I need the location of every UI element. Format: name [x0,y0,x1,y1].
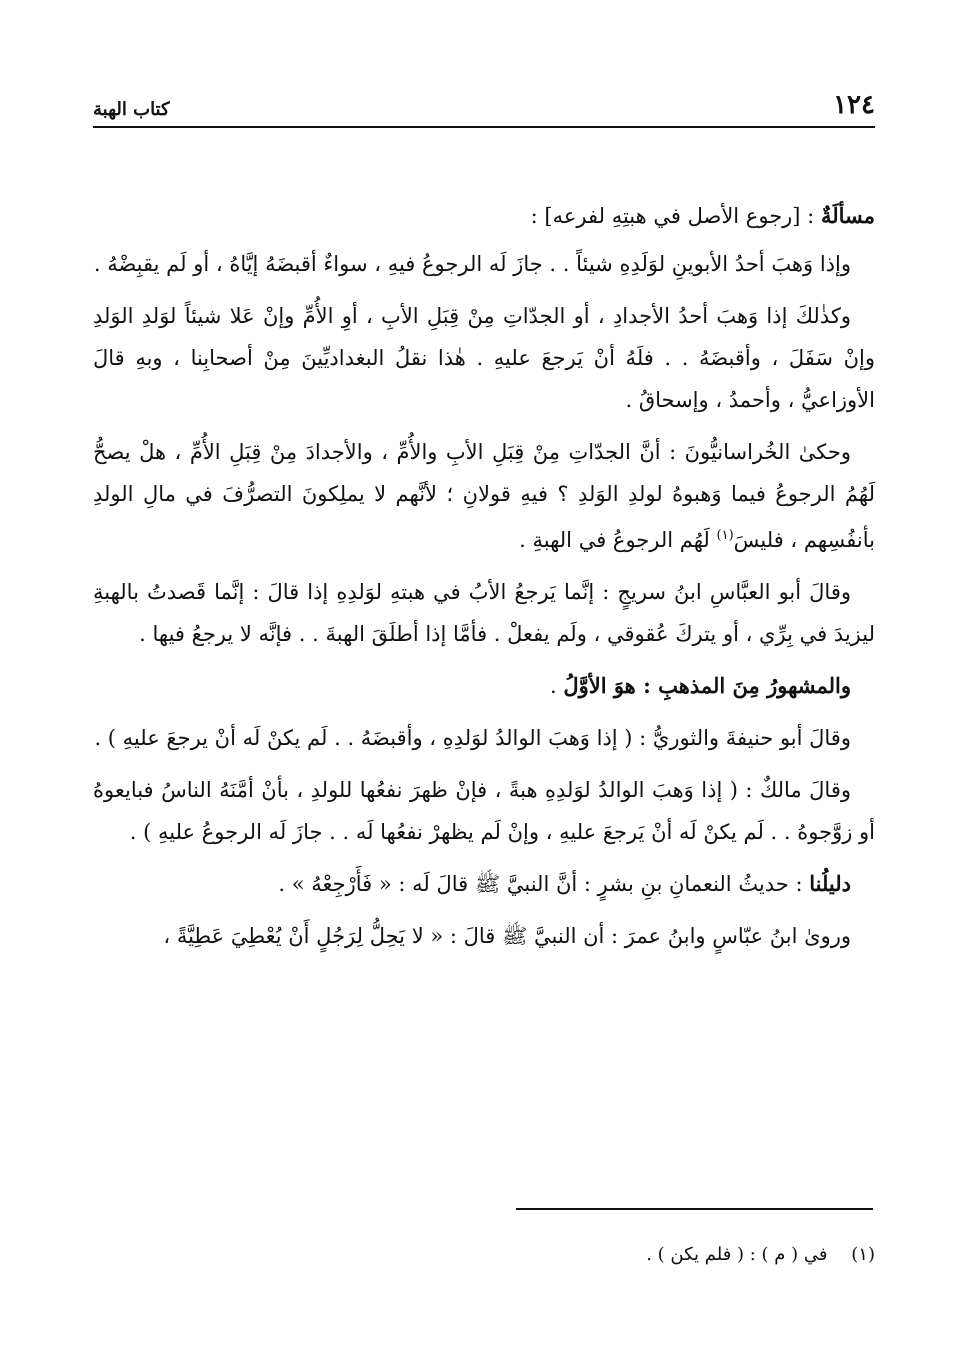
masala-heading [93,195,875,237]
paragraph-3-text-b: لَهُم الرجوعُ في الهبةِ . [519,528,710,552]
paragraph-8-bold: دليلُنا [809,871,851,896]
page-number: ١٢٤ [833,90,875,120]
footnote [93,1240,875,1270]
paragraph-7: وقالَ مالكٌ : ( إذا وَهبَ الوالدُ لوَلدِهِ هبةً ، فإنْ ظهرَ نفعُها للولدِ ، بأنْ أمَّنَهُ الناسُ فبايعوهُ أو زوَّجوهُ . . لَم يكنْ لَه أنْ يَرجعَ عليهِ ، وإنْ لَم يظهرْ نفعُها لَه . . جازَ لَه الرجوعُ عليهِ ) . [93,778,875,844]
paragraph-5-end: . [549,674,564,698]
paragraph-1: وإذا وَهبَ أحدُ الأبوينِ لوَلَدِهِ شيئاً . . جازَ لَه الرجوعُ فيهِ ، سواءٌ أقبضَهُ إيَّاهُ ، أو لَم يقبِضْهُ . [93,252,851,276]
paragraph-6: وقالَ أبو حنيفةَ والثوريُّ : ( إذا وَهبَ الوالدُ لوَلدِهِ ، وأقبضَهُ . . لَم يكنْ لَه أنْ يرجعَ عليهِ ) . [94,726,851,750]
masala-title: : [رجوع الأصل في هبتِهِ لفرعه] : [530,204,815,228]
paragraph-9: وروىٰ ابنُ عبّاسٍ وابنُ عمرَ : أن النبيَّ ﷺ قالَ : « لا يَحِلُّ لِرَجُلٍ أَنْ يُعْطِيَ عَطِيَّةً ، [163,924,851,948]
paragraph-2: وكذٰلكَ إذا وَهبَ أحدُ الأجدادِ ، أو الجدّاتِ مِنْ قِبَلِ الأبِ ، أوِ الأُمِّ وإنْ عَلا شيئاً لوَلدِ الوَلدِ وإنْ سَفَلَ ، وأقبضَهُ . . فلَهُ أنْ يَرجعَ عليهِ . هٰذا نقلُ البغداديِّينَ مِنْ أصحابِنا ، وبهِ قالَ الأوزاعيُّ ، وأحمدُ ، وإسحاقُ . [93,304,875,412]
masala-label: مسألَةٌ [820,203,875,228]
paragraph-5 [93,665,875,707]
footnote-divider [516,1208,873,1210]
paragraph-3 [93,431,875,561]
paragraph-4: وقالَ أبو العبَّاسِ ابنُ سريجٍ : إنَّما يَرجعُ الأبُ في هبتهِ لوَلدِهِ إذا قالَ : إنَّما قَصدتُ بالهبةِ ليزيدَ في بِرِّي ، أو يتركَ عُقوقي ، ولَم يفعلْ . فأمَّا إذا أطلَقَ الهبةَ . . فإنَّه لا يرجعُ فيها . [93,580,875,646]
main-text [93,195,875,967]
paragraph-3-text-a: وحكىٰ الخُراسانيُّونَ : أنَّ الجدّاتِ مِنْ قِبَلِ الأبِ والأُمِّ ، والأجدادَ مِنْ قِبَلِ الأُمِّ ، هلْ يصحُّ لَهُمُ الرجوعُ فيما وَهبوهُ لولدِ الوَلدِ ؟ فيهِ قولانِ ؛ لأنَّهم لا يملِكونَ التصرُّفَ في مالِ الولدِ بأنفُسِهم ، فليسَ [93,440,875,552]
paragraph-8-text: : حديثُ النعمانِ بنِ بشرٍ : أنَّ النبيَّ ﷺ قالَ لَه : « فَأَرْجِعْهُ » . [278,872,810,896]
page-header [93,88,875,128]
paragraph-5-bold: والمشهورُ مِنَ المذهبِ : هوَ الأوَّلُ [563,673,851,698]
footnote-text: في ( م ) : ( فلم يكن ) . [646,1244,828,1265]
running-title: كتاب الهبة [93,99,170,120]
footnote-number: (١) [851,1244,875,1265]
footnote-marker: (١) [716,528,734,543]
paragraph-8 [93,863,875,905]
